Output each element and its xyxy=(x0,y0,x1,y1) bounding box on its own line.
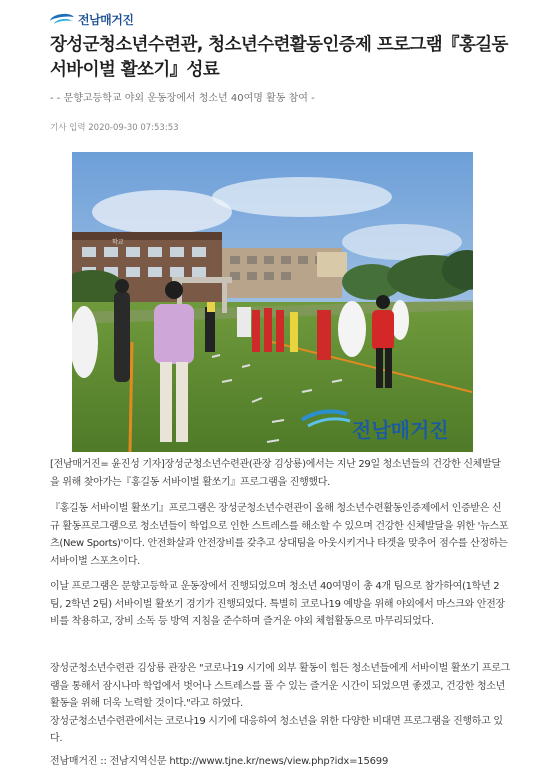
article-subtitle: - - 문향고등학교 야외 운동장에서 청소년 40여명 활동 참여 - xyxy=(50,93,315,104)
article-paragraph-4: 장성군청소년수련관 김상룡 관장은 "코로나19 시기에 외부 활동이 힘든 청소년들에게 서바이벌 활쏘기 프로그램을 통해서 잠시나마 학업에서 벗어나 스트레스를 풀 수 있는 즐거운 시간이 되었으면 좋겠고, 건강한 청소년 활동을 위해 더욱 노력할 것이다."라고 하였다. 장성군청소년수련관에서는 코로나19 시기에 대응하여 청소년을 위한 다양한 비대면 프로그램을 진행하고 있다. xyxy=(50,663,510,744)
site-logo-text: 전남매거진 xyxy=(78,12,134,27)
article-date: 기사 입력 2020-09-30 07:53:53 xyxy=(50,123,179,133)
article-title: 장성군청소년수련관, 청소년수련활동인증제 프로그램『홍길동 서바이벌 활쏘기』성료 xyxy=(50,35,508,80)
article-paragraph-2: 『홍길동 서바이벌 활쏘기』프로그램은 장성군청소년수련관이 올해 청소년수련활동인증제에서 인증받은 신규 활동프로그램으로 청소년들이 학업으로 인한 스트레스를 해소할 수 있으며 건강한 신체발달을 위한 '뉴스포츠(New Sports)'이다. 안전화살과 안전장비를 갖추고 상대팀을 아웃시키거나 타겟을 맞추어 점수를 산정하는 서바이벌 스포츠이다. xyxy=(50,503,509,567)
article-photo xyxy=(72,152,473,452)
article-paragraph-1: [전남매거진= 윤진성 기자]장성군청소년수련관(관장 김상룡)에서는 지난 29일 청소년들의 건강한 신체발달을 위해 찾아가는『홍길동 서바이벌 활쏘기』프로그램을 진행했다. xyxy=(50,459,501,488)
school-sign: 학교 xyxy=(112,239,124,246)
wave-logo-icon xyxy=(50,12,76,26)
site-logo[interactable] xyxy=(50,10,133,28)
article-paragraph-3: 이날 프로그램은 문향고등학교 운동장에서 진행되었으며 청소년 40여명이 총 4개 팀으로 참가하여(1학년 2팀, 2학년 2팀) 서바이벌 활쏘기 경기가 진행되었다. 특별히 코로나19 예방을 위해 야외에서 마스크와 안전장비를 착용하고, 장비 소독 등 방역 지침을 준수하며 즐거운 야외 체험활동으로 마무리되었다. xyxy=(50,581,505,627)
watermark-text: 전남매거진 xyxy=(352,418,449,442)
article-source-link[interactable]: 전남매거진 :: 전남지역신문 http://www.tjne.kr/news/view.php?idx=15699 xyxy=(50,756,389,767)
